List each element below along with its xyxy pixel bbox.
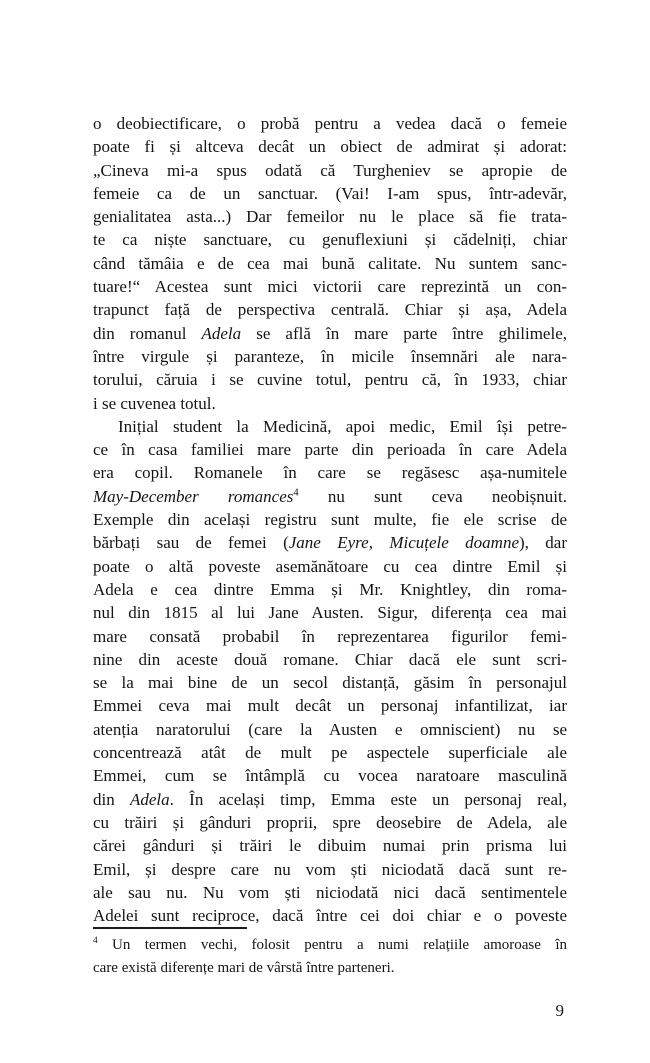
text-run: poate fi și altceva decât un obiect de admirat și adorat:	[93, 137, 567, 157]
text-line	[93, 934, 567, 957]
footnote-reference: 4	[93, 936, 98, 946]
text-line	[93, 957, 567, 980]
text-line	[93, 415, 567, 438]
text-line	[93, 135, 567, 158]
text-line	[93, 788, 567, 811]
text-run: care există diferențe mari de vârstă între parteneri.	[93, 960, 395, 976]
text-run: nu sunt ceva neobișnuit.	[298, 486, 567, 506]
text-line	[93, 322, 567, 345]
text-run: din	[93, 789, 130, 809]
text-run: „Cineva mi-a spus odată că Turgheniev se apropie de	[93, 160, 567, 180]
text-run: Adelei sunt reciproce, dacă între cei doi chiar e o poveste	[93, 906, 567, 926]
text-line	[93, 275, 567, 298]
italic-run: Jane Eyre	[288, 533, 369, 553]
text-run: ,	[368, 533, 390, 553]
footnote-separator	[93, 927, 247, 929]
text-line	[93, 741, 567, 764]
text-line	[93, 485, 567, 508]
text-run: te ca niște sanctuare, cu genuflexiuni și cădelniți, chiar	[93, 230, 567, 250]
text-line	[93, 764, 567, 787]
text-line	[93, 252, 567, 275]
paragraph	[93, 415, 567, 928]
text-line	[93, 345, 567, 368]
text-line	[93, 578, 567, 601]
text-line	[93, 555, 567, 578]
body-text	[93, 112, 567, 927]
text-run: nul din 1815 al lui Jane Austen. Sigur, diferența cea mai	[93, 603, 567, 623]
italic-run: May-December romances	[93, 486, 294, 506]
text-run: o deobiectificare, o probă pentru a vedea dacă o femeie	[93, 114, 567, 133]
footnote-text	[93, 934, 567, 980]
text-run: trapunct față de perspectiva centrală. Chiar și așa, Adela	[93, 300, 567, 320]
text-run: Exemple din același registru sunt multe, fie ele scrise de	[93, 510, 567, 530]
text-line	[93, 298, 567, 321]
text-run: ce în casa familiei mare parte din perioada în care Adela	[93, 440, 567, 460]
text-run: Emil, și despre care nu vom ști niciodată dacă sunt re-	[93, 859, 567, 879]
text-run: concentrează atât de mult pe aspectele superficiale ale	[93, 743, 567, 763]
text-run: poate o altă poveste asemănătoare cu cea dintre Emil și	[93, 556, 567, 576]
text-run: bărbați sau de femei (	[93, 533, 289, 553]
text-run: între virgule și paranteze, în micile însemnări ale nara-	[93, 346, 567, 366]
text-run: ), dar	[519, 533, 567, 553]
text-run: ale sau nu. Nu vom ști niciodată nici dacă sentimentele	[93, 882, 567, 902]
text-line	[93, 228, 567, 251]
text-line	[93, 182, 567, 205]
text-run: Inițial student la Medicină, apoi medic, Emil își petre-	[118, 416, 567, 436]
text-run: era copil. Romanele în care se regăsesc așa-numitele	[93, 463, 567, 483]
text-run: torului, căruia i se cuvine totul, pentru că, în 1933, chiar	[93, 370, 567, 390]
text-line	[93, 205, 567, 228]
text-line	[93, 438, 567, 461]
text-line	[93, 368, 567, 391]
text-line	[93, 112, 567, 135]
paragraph	[93, 112, 567, 415]
text-line	[93, 718, 567, 741]
text-line	[93, 601, 567, 624]
text-run: Adela e cea dintre Emma și Mr. Knightley, din roma-	[93, 579, 567, 599]
text-line	[93, 694, 567, 717]
italic-run: Adela	[130, 789, 170, 809]
text-run: tuare!“ Acestea sunt mici victorii care reprezintă un con-	[93, 277, 567, 297]
text-line	[93, 904, 567, 927]
text-run: cărei gânduri și trăiri le dibuim numai prin prisma lui	[93, 836, 567, 856]
text-line	[93, 625, 567, 648]
text-run: nine din aceste două romane. Chiar dacă ele sunt scri-	[93, 649, 567, 669]
text-run: genialitatea asta...) Dar femeilor nu le place să fie trata-	[93, 207, 567, 227]
text-run: femeie ca de un sanctuar. (Vai! I-am spus, într-adevăr,	[93, 183, 567, 203]
text-line	[93, 881, 567, 904]
page-number: 9	[555, 1001, 564, 1020]
text-run: Un termen vechi, folosit pentru a numi relațiile amoroase în	[97, 937, 567, 953]
footnote-reference: 4	[293, 487, 299, 499]
text-run: se află în mare parte între ghilimele,	[241, 323, 567, 343]
text-line	[93, 858, 567, 881]
text-run: se la mai bine de un secol distanță, găsim în personajul	[93, 673, 567, 693]
text-run: Emmei ceva mai mult decât un personaj infantilizat, iar	[93, 696, 567, 716]
italic-run: Micuțele doamne	[389, 533, 519, 553]
text-run: mare consată probabil în reprezentarea figurilor femi-	[93, 626, 567, 646]
text-run: cu trăiri și gânduri proprii, spre deosebire de Adela, ale	[93, 812, 567, 832]
text-line	[93, 159, 567, 182]
text-run: când tămâia e de cea mai bună calitate. Nu suntem sanc-	[93, 253, 567, 273]
text-line	[93, 671, 567, 694]
text-run: atenția naratorului (care la Austen e omniscient) nu se	[93, 719, 567, 739]
text-run: . În același timp, Emma este un personaj real,	[169, 789, 567, 809]
text-run: Emmei, cum se întâmplă cu vocea naratoare masculină	[93, 766, 567, 786]
text-line	[93, 392, 567, 415]
italic-run: Adela	[201, 323, 242, 343]
text-run: din romanul	[93, 323, 202, 343]
text-line	[93, 811, 567, 834]
text-line	[93, 531, 567, 554]
text-line	[93, 648, 567, 671]
text-line	[93, 461, 567, 484]
text-line	[93, 508, 567, 531]
text-run: i se cuvenea totul.	[93, 393, 216, 413]
text-line	[93, 834, 567, 857]
